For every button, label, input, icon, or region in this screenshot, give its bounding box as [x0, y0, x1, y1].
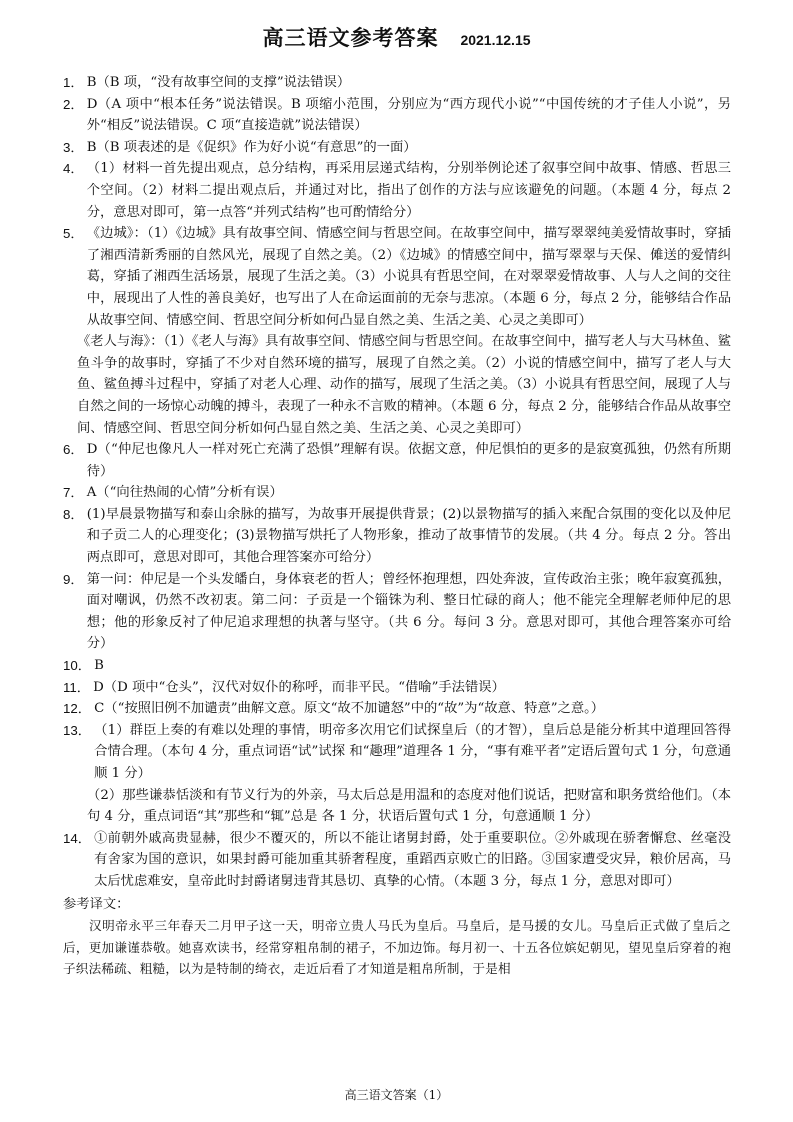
answer-item-5: [63, 223, 731, 331]
translation-text: 汉明帝永平三年春天二月甲子这一天，明帝立贵人马氏为皇后。马皇后，是马援的女儿。马皇后正式做了皇后之后，更加谦谨恭敬。她喜欢读书，经常穿粗帛制的裙子，不加边饰。每月初一、十五各位嫔妃朝见，望见皇后穿着的袍子织法稀疏、粗糙，以为是特制的绮衣，走近后看了才知道是粗帛所制，于是相: [63, 918, 731, 977]
answer-number: 7．: [63, 485, 84, 501]
answer-number: 2．: [63, 96, 84, 112]
answer-text: D（D 项中“仓头”，汉代对奴仆的称呼，而非平民。“借喻”手法错误）: [93, 679, 505, 695]
answer-item-1: [63, 72, 731, 94]
answer-item-6: [63, 439, 731, 482]
answer-text: D（A 项中“根本任务”说法错误。B 项缩小范围，分别应为“西方现代小说”“中国传统的才子佳人小说”，另外“相反”说法错误。C 项“直接造就”说法错误）: [86, 96, 731, 134]
answer-number: 12．: [63, 701, 92, 717]
answer-item-7: [63, 482, 731, 504]
answer-text: B: [94, 658, 104, 674]
answer-text: B（B 项，“没有故事空间的支撑”说法错误）: [86, 75, 351, 90]
answer-number: 10．: [63, 658, 92, 674]
page-title: [0, 22, 793, 52]
answer-content: [63, 72, 731, 980]
answer-number: 5．: [63, 226, 84, 242]
answer-text: B（B 项表述的是《促织》作为好小说“有意思”的一面）: [86, 139, 417, 155]
answer-text: 第一问：仲尼是一个头发皤白，身体衰老的哲人；曾经怀抱理想，四处奔波，宣传政治主张；晚年寂寞孤独，面对嘲讽，仍然不改初衷。第二问：子贡是一个锱铢为利、整日忙碌的商人；他不能完全理解老师仲尼的思想；他的形象反衬了仲尼追求理想的执著与坚守。（共 6 分。每问 3 分。意思对即可，其他合理答案亦可给分）: [86, 571, 731, 652]
answer-number: 14．: [63, 830, 92, 846]
answer-5-part-b: 《老人与海》：（1）《老人与海》具有故事空间、情感空间与哲思空间。在故事空间中，描写老人与大马林鱼、鲨鱼斗争的故事时，穿插了不少对自然环境的描写，展现了自然之美。（2）小说的情感空间中，描写了老人与大鱼、鲨鱼搏斗过程中，穿插了对老人心理、动作的描写，展现了生活之美。（3）小说具有哲思空间，展现了人与自然之间的一场惊心动魄的搏斗，表现了一种永不言败的精神。（本题 6 分，每点 2 分，能够结合作品从故事空间、情感空间、哲思空间分析如何凸显自然之美、生活之美、心灵之美即可）: [77, 334, 731, 436]
answer-item-10: [63, 655, 731, 677]
answer-item-14: [63, 828, 731, 893]
answer-item-9: [63, 569, 731, 655]
answer-text: ①前朝外戚高贵显赫，很少不覆灭的，所以不能让诸舅封爵，处于重要职位。②外戚现在骄奢懈怠、丝毫没有舍家为国的意识，如果封爵可能加重其骄奢程度，重蹈西京败亡的旧路。③国家遭受灾异，粮价居高，马太后忧虑难安，皇帝此时封爵诸舅违背其恳切、真挚的心情。（本题 3 分，每点 1 分，意思对即可）: [94, 830, 731, 889]
answer-number: 8．: [63, 506, 84, 522]
answer-item-13: [63, 720, 731, 785]
answer-number: 13．: [63, 722, 92, 738]
answer-text: （1）材料一首先提出观点，总分结构，再采用层递式结构，分别举例论述了叙事空间中故事、情感、哲思三个空间。（2）材料二提出观点后，并通过对比，指出了创作的方法与应该避免的问题。（本题 4 分，每点 2 分，意思对即可，第一点答“并列式结构”也可酌情给分）: [86, 161, 731, 220]
translation-label: 参考译文：: [63, 896, 130, 912]
answer-text: C（“按照旧例不加谴责”曲解文意。原文“故不加谴怒”中的“故”为“故意、特意”之意。）: [94, 701, 605, 717]
answer-item-3: [63, 137, 731, 159]
answer-number: 4．: [63, 161, 84, 177]
answer-text: 《边城》：（1）《边城》具有故事空间、情感空间与哲思空间。在故事空间中，描写翠翠纯美爱情故事时，穿插了湘西清新秀丽的自然风光，展现了自然之美。（2）《边城》的情感空间中，描写翠翠与天保、傩送的爱情纠葛，穿插了湘西生活场景，展现了生活之美。（3）小说具有哲思空间，在对翠翠爱情故事、人与人之间的交往中，展现出了人性的善良美好，也写出了人在命运面前的无奈与悲凉。（本题 6 分，每点 2 分，能够结合作品从故事空间、情感空间、哲思空间分析如何凸显自然之美、生活之美、心灵之美即可）: [86, 226, 731, 328]
answer-item-11: [63, 677, 731, 699]
document-title: 高三语文参考答案: [262, 26, 439, 50]
answer-text: (1)早晨景物描写和泰山余脉的描写，为故事开展提供背景；(2)以景物描写的插入来配合氛围的变化以及仲尼和子贡二人的心理变化；(3)景物描写烘托了人物形象，推动了故事情节的发展。（共 4 分。每点 2 分。答出两点即可，意思对即可，其他合理答案亦可给分）: [86, 506, 731, 566]
answer-text: D（“仲尼也像凡人一样对死亡充满了恐惧”理解有误。依据文意，仲尼惧怕的更多的是寂寞孤独，仍然有所期待）: [86, 442, 731, 479]
answer-text: A（“向往热闹的心情”分析有误）: [86, 485, 283, 501]
answer-number: 9．: [63, 571, 84, 587]
answer-item-12: [63, 698, 731, 720]
answer-item-4: [63, 158, 731, 223]
answer-item-2: [63, 94, 731, 137]
answer-number: 6．: [63, 442, 84, 458]
document-date: 2021.12.15: [460, 32, 531, 48]
answer-item-8: [63, 504, 731, 569]
answer-13-part-2: （2）那些谦恭恬淡和有节义行为的外亲，马太后总是用温和的态度对他们说话，把财富和职务赏给他们。（本句 4 分，重点词语“其”那些和“辄”总是 各 1 分，状语后置句式 1 分，句意通顺 1 分）: [87, 787, 731, 825]
answer-text: （1）群臣上奏的有难以处理的事情，明帝多次用它们试探皇后（的才智），皇后总是能分析其中道理回答得合情合理。（本句 4 分，重点词语“试”试探 和“趣理”道理各 1 分，“事有难平者”定语后置句式 1 分，句意通顺 1 分）: [94, 722, 731, 781]
answer-number: 3．: [63, 139, 84, 155]
answer-number: 11．: [63, 679, 91, 695]
answer-number: 1．: [63, 75, 84, 90]
page-footer: 高三语文答案（1）: [344, 1088, 449, 1102]
